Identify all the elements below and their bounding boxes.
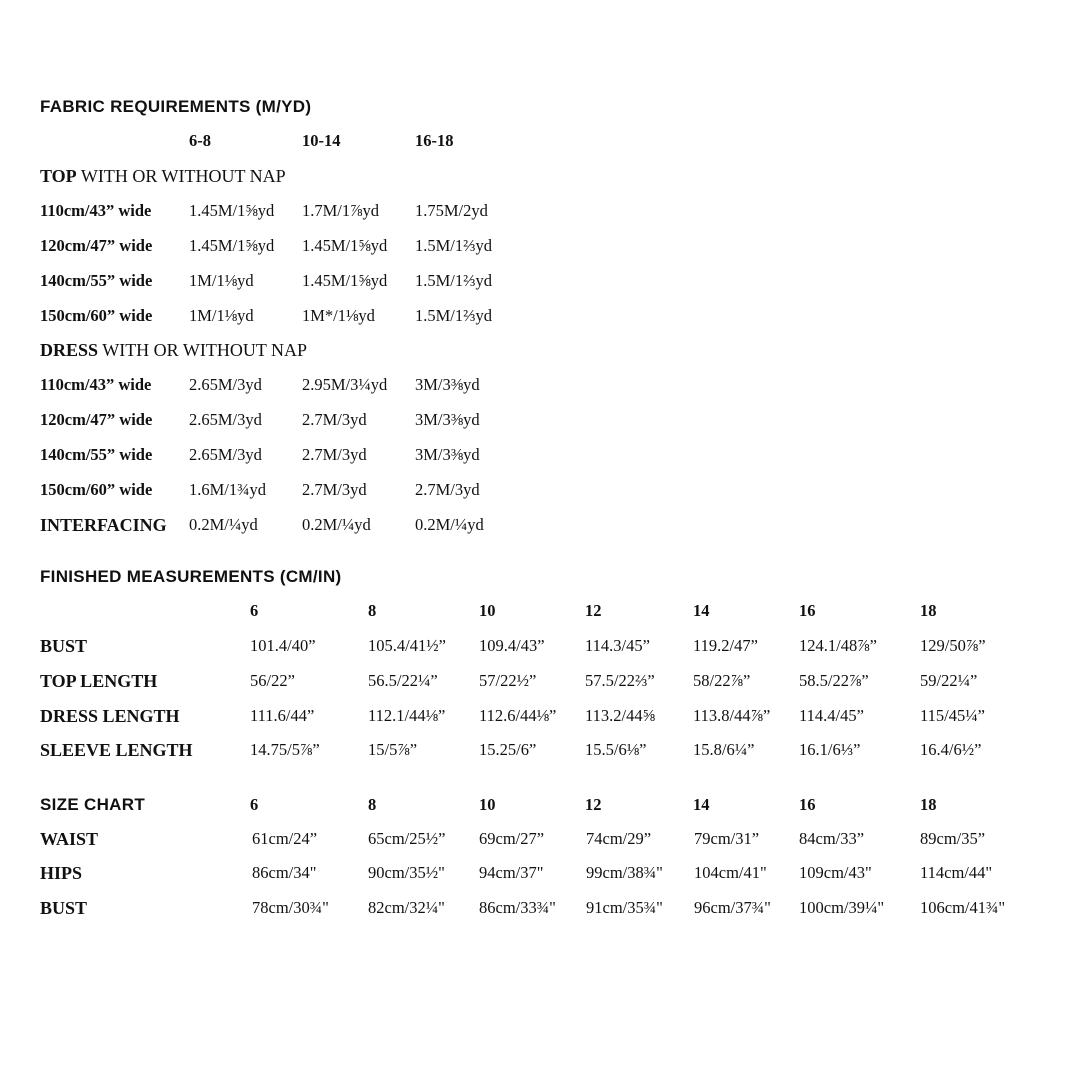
measurement-value: 15.8/6¼” bbox=[693, 740, 755, 759]
fabric-value: 2.65M/3yd bbox=[189, 410, 262, 429]
measurement-value: 113.8/44⅞” bbox=[693, 706, 771, 725]
body-measure-value: 90cm/35½" bbox=[368, 863, 445, 882]
fabric-width-label: 140cm/55” wide bbox=[40, 445, 153, 464]
measurement-value: 112.6/44⅛” bbox=[479, 706, 557, 725]
measurement-value: 59/22¼” bbox=[920, 671, 978, 690]
fabric-value: 1.45M/1⅝yd bbox=[189, 236, 275, 255]
body-measure-label: BUST bbox=[40, 898, 88, 918]
measurement-value: 15/5⅞” bbox=[368, 740, 418, 759]
fabric-value: 1.7M/1⅞yd bbox=[302, 201, 380, 220]
measurement-value: 16.1/6⅓” bbox=[799, 740, 861, 759]
measurement-value: 101.4/40” bbox=[250, 636, 316, 655]
dress-section-rest: WITH OR WITHOUT NAP bbox=[98, 340, 308, 360]
body-measure-value: 65cm/25½” bbox=[368, 829, 446, 848]
dress-section-heading bbox=[0, 338, 1080, 362]
size-header: 8 bbox=[368, 601, 377, 620]
body-measure-value: 104cm/41" bbox=[694, 863, 767, 882]
fabric-value: 2.7M/3yd bbox=[415, 480, 480, 499]
fabric-value: 1M/1⅛yd bbox=[189, 271, 254, 290]
size-header: 18 bbox=[920, 601, 937, 620]
measurement-value: 114.4/45” bbox=[799, 706, 864, 725]
size-header: 16 bbox=[799, 601, 816, 620]
fabric-value: 2.65M/3yd bbox=[189, 375, 262, 394]
measurement-value: 114.3/45” bbox=[585, 636, 650, 655]
size-header: 6 bbox=[250, 601, 259, 620]
measurement-label: TOP LENGTH bbox=[40, 671, 158, 691]
size-header: 12 bbox=[585, 795, 602, 814]
fabric-header-6-8: 6-8 bbox=[189, 131, 211, 150]
measurement-value: 16.4/6½” bbox=[920, 740, 982, 759]
fabric-width-label: 110cm/43” wide bbox=[40, 201, 152, 220]
body-measure-value: 89cm/35” bbox=[920, 829, 986, 848]
table-row bbox=[0, 669, 1080, 693]
fabric-width-label: 150cm/60” wide bbox=[40, 480, 153, 499]
fabric-header-16-18: 16-18 bbox=[415, 131, 454, 150]
table-row bbox=[0, 827, 1080, 851]
size-chart-header-row bbox=[0, 793, 1080, 817]
fabric-width-label: 150cm/60” wide bbox=[40, 306, 153, 325]
measurement-value: 56/22” bbox=[250, 671, 295, 690]
table-row bbox=[0, 634, 1080, 658]
measurement-value: 111.6/44” bbox=[250, 706, 315, 725]
table-row bbox=[0, 373, 1080, 397]
table-row bbox=[0, 738, 1080, 762]
finished-measurements-title: FINISHED MEASUREMENTS (CM/IN) bbox=[40, 567, 342, 586]
measurement-value: 113.2/44⅝ bbox=[585, 706, 655, 725]
fabric-value: 3M/3⅜yd bbox=[415, 410, 480, 429]
fabric-value: 1M*/1⅛yd bbox=[302, 306, 375, 325]
body-measure-value: 74cm/29” bbox=[586, 829, 652, 848]
measurement-label: DRESS LENGTH bbox=[40, 706, 180, 726]
body-measure-value: 106cm/41¾" bbox=[920, 898, 1006, 917]
size-header: 6 bbox=[250, 795, 259, 814]
body-measure-value: 79cm/31” bbox=[694, 829, 760, 848]
table-row bbox=[0, 861, 1080, 885]
table-row bbox=[0, 443, 1080, 467]
body-measure-value: 61cm/24” bbox=[252, 829, 318, 848]
interfacing-label: INTERFACING bbox=[40, 515, 167, 535]
measurement-value: 58/22⅞” bbox=[693, 671, 751, 690]
fabric-value: 0.2M/¼yd bbox=[189, 515, 258, 534]
measurement-value: 115/45¼” bbox=[920, 706, 985, 725]
fabric-width-label: 120cm/47” wide bbox=[40, 236, 153, 255]
fabric-value: 1.75M/2yd bbox=[415, 201, 488, 220]
fabric-value: 1.45M/1⅝yd bbox=[302, 271, 388, 290]
measurement-value: 15.25/6” bbox=[479, 740, 537, 759]
body-measure-value: 100cm/39¼" bbox=[799, 898, 885, 917]
table-row bbox=[0, 408, 1080, 432]
body-measure-value: 91cm/35¾" bbox=[586, 898, 663, 917]
measurement-value: 57.5/22⅔” bbox=[585, 671, 655, 690]
size-header: 12 bbox=[585, 601, 602, 620]
size-header: 18 bbox=[920, 795, 937, 814]
size-header: 14 bbox=[693, 795, 710, 814]
size-header: 10 bbox=[479, 601, 496, 620]
finished-header-row bbox=[0, 599, 1080, 623]
body-measure-value: 94cm/37" bbox=[479, 863, 544, 882]
body-measure-value: 82cm/32¼" bbox=[368, 898, 445, 917]
measurement-value: 105.4/41½” bbox=[368, 636, 446, 655]
fabric-value: 3M/3⅜yd bbox=[415, 375, 480, 394]
body-measure-value: 86cm/34" bbox=[252, 863, 317, 882]
body-measure-value: 114cm/44" bbox=[920, 863, 993, 882]
size-header: 14 bbox=[693, 601, 710, 620]
table-row bbox=[0, 199, 1080, 223]
size-header: 8 bbox=[368, 795, 377, 814]
fabric-value: 2.95M/3¼yd bbox=[302, 375, 388, 394]
fabric-value: 0.2M/¼yd bbox=[302, 515, 371, 534]
table-row bbox=[0, 704, 1080, 728]
body-measure-label: HIPS bbox=[40, 863, 83, 883]
table-row bbox=[0, 304, 1080, 328]
measurement-value: 56.5/22¼” bbox=[368, 671, 438, 690]
body-measure-value: 109cm/43" bbox=[799, 863, 872, 882]
fabric-value: 2.65M/3yd bbox=[189, 445, 262, 464]
body-measure-label: WAIST bbox=[40, 829, 99, 849]
top-section-bold: TOP bbox=[40, 166, 77, 186]
fabric-value: 3M/3⅜yd bbox=[415, 445, 480, 464]
fabric-value: 1.5M/1⅔yd bbox=[415, 236, 493, 255]
fabric-value: 1.5M/1⅔yd bbox=[415, 271, 493, 290]
top-section-heading bbox=[0, 164, 1080, 188]
measurement-label: SLEEVE LENGTH bbox=[40, 740, 193, 760]
fabric-value: 2.7M/3yd bbox=[302, 410, 367, 429]
fabric-width-label: 110cm/43” wide bbox=[40, 375, 152, 394]
size-chart-title: SIZE CHART bbox=[40, 795, 145, 814]
table-row bbox=[0, 269, 1080, 293]
fabric-value: 1.5M/1⅔yd bbox=[415, 306, 493, 325]
measurement-value: 58.5/22⅞” bbox=[799, 671, 869, 690]
body-measure-value: 99cm/38¾" bbox=[586, 863, 663, 882]
fabric-value: 1M/1⅛yd bbox=[189, 306, 254, 325]
interfacing-row bbox=[0, 513, 1080, 537]
fabric-value: 1.45M/1⅝yd bbox=[189, 201, 275, 220]
fabric-requirements-title: FABRIC REQUIREMENTS (M/YD) bbox=[40, 97, 312, 116]
body-measure-value: 86cm/33¾" bbox=[479, 898, 556, 917]
measurement-value: 57/22½” bbox=[479, 671, 537, 690]
measurement-value: 119.2/47” bbox=[693, 636, 758, 655]
fabric-header-row bbox=[0, 129, 1080, 153]
body-measure-value: 78cm/30¾" bbox=[252, 898, 329, 917]
fabric-value: 2.7M/3yd bbox=[302, 445, 367, 464]
measurement-value: 124.1/48⅞” bbox=[799, 636, 877, 655]
fabric-width-label: 140cm/55” wide bbox=[40, 271, 153, 290]
fabric-value: 1.45M/1⅝yd bbox=[302, 236, 388, 255]
fabric-value: 1.6M/1¾yd bbox=[189, 480, 267, 499]
measurement-value: 129/50⅞” bbox=[920, 636, 986, 655]
size-header: 10 bbox=[479, 795, 496, 814]
measurement-value: 14.75/5⅞” bbox=[250, 740, 320, 759]
table-row bbox=[0, 234, 1080, 258]
fabric-width-label: 120cm/47” wide bbox=[40, 410, 153, 429]
fabric-header-10-14: 10-14 bbox=[302, 131, 341, 150]
measurement-label: BUST bbox=[40, 636, 88, 656]
measurement-value: 109.4/43” bbox=[479, 636, 545, 655]
top-section-rest: WITH OR WITHOUT NAP bbox=[76, 166, 286, 186]
measurement-value: 112.1/44⅛” bbox=[368, 706, 446, 725]
table-row bbox=[0, 896, 1080, 920]
table-row bbox=[0, 478, 1080, 502]
body-measure-value: 84cm/33” bbox=[799, 829, 865, 848]
body-measure-value: 69cm/27” bbox=[479, 829, 545, 848]
dress-section-bold: DRESS bbox=[40, 340, 99, 360]
body-measure-value: 96cm/37¾" bbox=[694, 898, 771, 917]
measurement-value: 15.5/6⅛” bbox=[585, 740, 647, 759]
size-header: 16 bbox=[799, 795, 816, 814]
fabric-value: 0.2M/¼yd bbox=[415, 515, 484, 534]
fabric-value: 2.7M/3yd bbox=[302, 480, 367, 499]
